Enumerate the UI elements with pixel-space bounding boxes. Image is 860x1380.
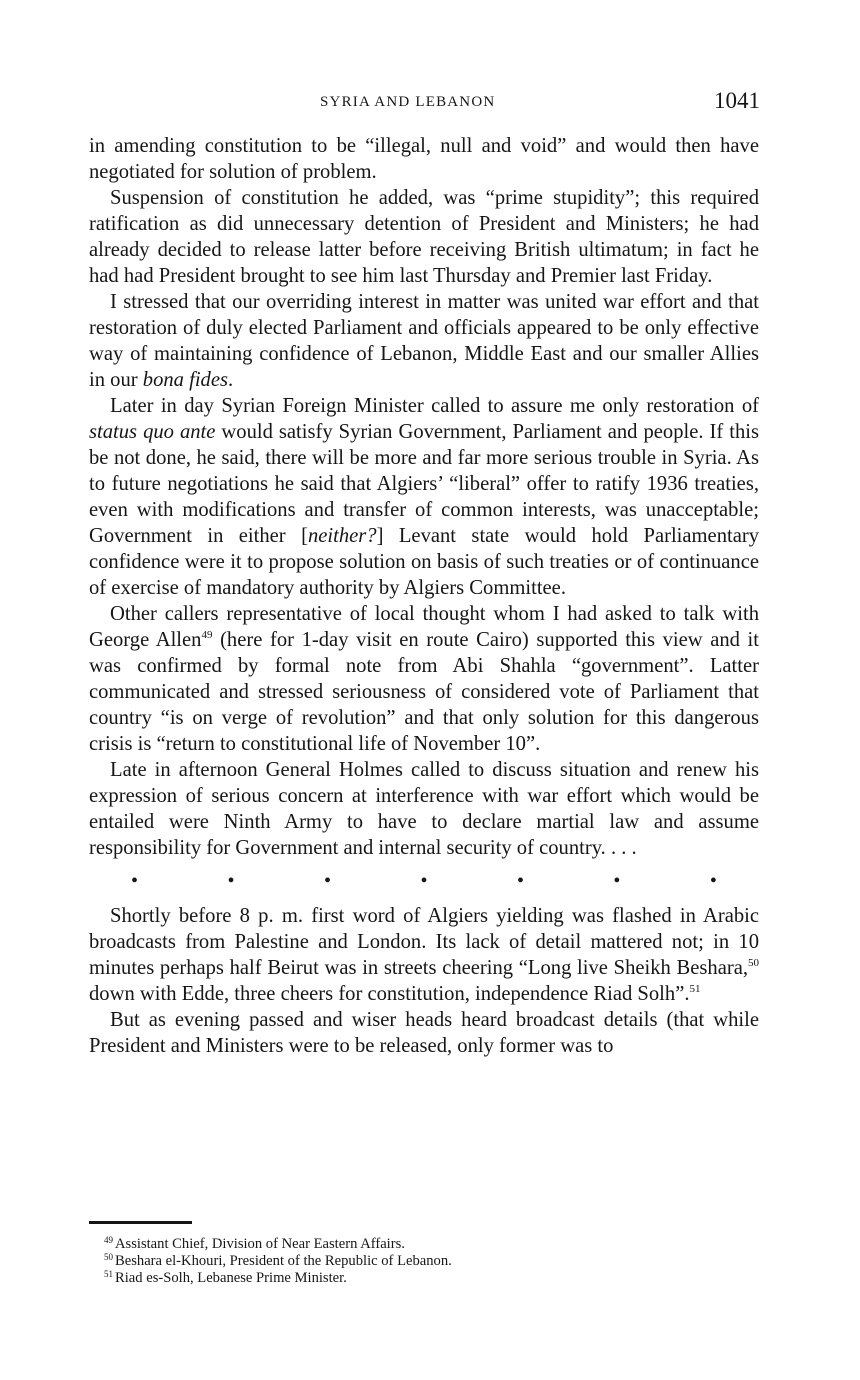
ellipsis-dot: • — [516, 870, 524, 892]
page-number: 1041 — [714, 88, 760, 113]
ellipsis-dot: • — [709, 870, 717, 892]
footnote-text: Beshara el-Khouri, President of the Republic of Lebanon. — [115, 1253, 452, 1269]
footnote-text: Riad es-Solh, Lebanese Prime Minister. — [115, 1270, 347, 1286]
ellipsis-dot: • — [613, 870, 621, 892]
paragraph-8: But as evening passed and wiser heads heard broadcast details (that while President and Ministers were to be released, only former was to — [89, 1009, 759, 1057]
paragraph-6: Late in afternoon General Holmes called to discuss situation and renew his expression of serious concern at interference with war effort which would be entailed were Ninth Army to have to declare martial law and assume responsibility for Government and internal security of country. . . . — [89, 759, 759, 859]
footnote-marker: 50 — [104, 1252, 113, 1262]
paragraph-4-text-a: Later in day Syrian Foreign Minister called to assure me only restoration of — [110, 395, 759, 417]
paragraph-5 — [89, 601, 759, 757]
ellipsis-dot: • — [420, 870, 428, 892]
paragraph-7-text-b: down with Edde, three cheers for constitution, independence Riad Solh”. — [89, 983, 690, 1005]
paragraph-4-text-c: ] Levant state would hold Parliamentary confidence were it to propose solution on basis of such treaties or of continuance of exercise of mandatory authority by Algiers Committee. — [89, 525, 760, 599]
paragraph-3-text-a: I stressed that our overriding interest in matter was united war effort and that restoration of duly elected Parliament and officials appeared to be only effective way of maintaining confidence of Lebanon, Middle East and our smaller Allies in our — [89, 291, 759, 391]
paragraph-1: in amending constitution to be “illegal, null and void” and would then have negotiated for solution of problem. — [89, 135, 759, 183]
paragraph-4-italic-2: neither? — [307, 525, 377, 547]
paragraph-7-text-a: Shortly before 8 p. m. first word of Algiers yielding was flashed in Arabic broadcasts from Palestine and London. Its lack of detail mattered not; in 10 minutes perhaps half Beirut was in streets cheering “Long live Sheikh Beshara, — [89, 905, 759, 979]
running-head — [0, 88, 860, 118]
paragraph-3-italic: bona fides — [142, 369, 229, 391]
paragraph-7 — [89, 903, 759, 1007]
paragraph-4 — [89, 393, 759, 601]
paragraph-5-text-a: Other callers representative of local thought whom I had asked to talk with George Allen — [89, 603, 759, 651]
paragraph-2: Suspension of constitution he added, was “prime stupidity”; this required ratification as did unnecessary detention of President and Ministers; he had already decided to release latter before receiving British ultimatum; in fact he had had President brought to see him last Thursday and Premier last Friday. — [89, 187, 759, 287]
footnote-text: Assistant Chief, Division of Near Eastern Affairs. — [115, 1236, 405, 1252]
footnote-ref-50: 50 — [748, 957, 759, 969]
ellipsis-dot: • — [131, 870, 139, 892]
body-text — [89, 133, 759, 1059]
ellipsis-dot: • — [227, 870, 235, 892]
paragraph-4-italic-1: status quo ante — [89, 421, 216, 443]
ellipsis-dot: • — [323, 870, 331, 892]
footnotes — [104, 1236, 744, 1287]
footnote-ref-51: 51 — [689, 983, 701, 995]
footnote-ref-49: 49 — [201, 629, 213, 641]
footnote-50 — [104, 1253, 744, 1270]
footnote-51 — [104, 1270, 744, 1287]
footnote-49 — [104, 1236, 744, 1253]
footnote-marker: 49 — [104, 1235, 113, 1245]
paragraph-3 — [89, 289, 759, 393]
paragraph-5-text-b: (here for 1-day visit en route Cairo) supported this view and it was confirmed by formal note from Abi Shahla “government”. Latter communicated and stressed seriousness of considered vote of Parliament that country “is on verge of revolution” and that only solution for this dangerous crisis is “return to constitutional life of November 10”. — [89, 629, 760, 755]
ellipsis-row — [89, 861, 759, 895]
paragraph-4-text-b: would satisfy Syrian Government, Parliament and people. If this be not done, he said, there will be more and far more serious trouble in Syria. As to future negotiations he said that Algiers’ “liberal” offer to ratify 1936 treaties, even with modifications and transfer of common interests, was unacceptable; Government in either [ — [89, 421, 759, 547]
paragraph-3-text-b: . — [228, 369, 234, 391]
running-head-title: SYRIA AND LEBANON — [320, 94, 496, 110]
footnote-rule — [89, 1221, 192, 1224]
footnote-marker: 51 — [104, 1269, 113, 1279]
